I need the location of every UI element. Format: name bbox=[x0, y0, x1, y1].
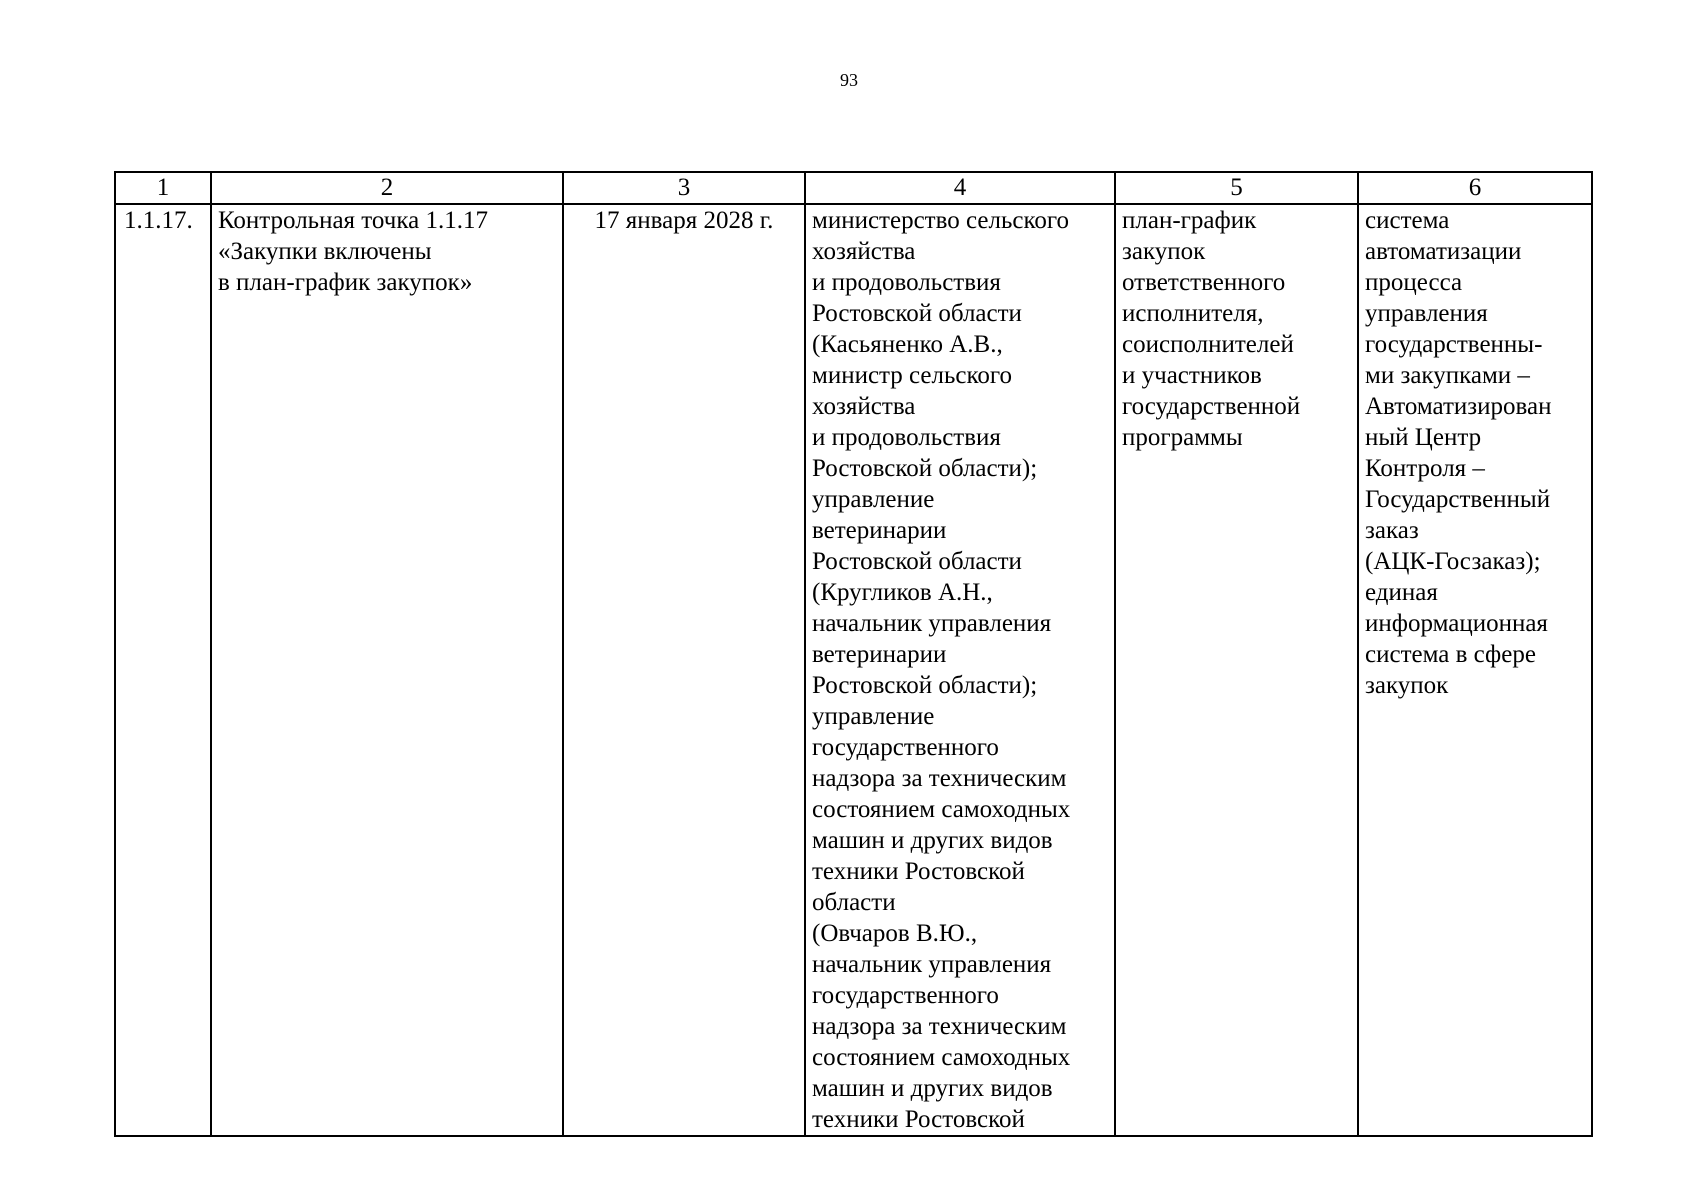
cell-line: «Закупки включены bbox=[218, 238, 432, 265]
row-system bbox=[1365, 205, 1585, 701]
header-cell-6: 6 bbox=[1358, 172, 1592, 204]
cell-line: машин и других видов bbox=[812, 1075, 1053, 1102]
cell-line: государственной bbox=[1122, 393, 1301, 420]
cell-line: план-график bbox=[1122, 207, 1257, 234]
cell-line: состоянием самоходных bbox=[812, 1044, 1071, 1071]
cell-line: (АЦК-Госзаказ); bbox=[1365, 548, 1541, 575]
row-date: 17 января 2028 г. bbox=[594, 207, 774, 234]
cell-line: соисполнителей bbox=[1122, 331, 1294, 358]
cell-line: закупок bbox=[1365, 672, 1449, 699]
cell-line: (Кругликов А.Н., bbox=[812, 579, 993, 606]
cell-line: в план-график закупок» bbox=[218, 269, 473, 296]
cell-line: Автоматизирован bbox=[1365, 393, 1552, 420]
header-cell-2: 2 bbox=[211, 172, 563, 204]
cell-line: закупок bbox=[1122, 238, 1206, 265]
cell-line: и продовольствия bbox=[812, 269, 1001, 296]
cell-line: Ростовской области bbox=[812, 300, 1022, 327]
cell-line: Ростовской области); bbox=[812, 672, 1038, 699]
cell-line: информационная bbox=[1365, 610, 1548, 637]
cell-line: (Овчаров В.Ю., bbox=[812, 920, 978, 947]
cell-line: техники Ростовской bbox=[812, 858, 1025, 885]
cell-line: Контрольная точка 1.1.17 bbox=[218, 207, 488, 234]
cell-line: автоматизации bbox=[1365, 238, 1522, 265]
row-system-cell bbox=[1358, 204, 1592, 1136]
cell-line: и участников bbox=[1122, 362, 1262, 389]
header-cell-4: 4 bbox=[805, 172, 1115, 204]
cell-line: программы bbox=[1122, 424, 1243, 451]
table-header-row bbox=[115, 172, 1592, 204]
cell-line: ми закупками – bbox=[1365, 362, 1530, 389]
cell-line: Ростовской области bbox=[812, 548, 1022, 575]
row-number: 1.1.17. bbox=[124, 207, 193, 234]
cell-line: государственного bbox=[812, 982, 999, 1009]
cell-line: ответственного bbox=[1122, 269, 1286, 296]
header-cell-5: 5 bbox=[1115, 172, 1358, 204]
cell-line: процесса bbox=[1365, 269, 1463, 296]
cell-line: техники Ростовской bbox=[812, 1106, 1025, 1133]
cell-line: министерство сельского bbox=[812, 207, 1069, 234]
cell-line: государственного bbox=[812, 734, 999, 761]
cell-line: надзора за техническим bbox=[812, 765, 1067, 792]
row-name bbox=[218, 205, 556, 298]
page-number: 93 bbox=[840, 70, 858, 90]
cell-line: единая bbox=[1365, 579, 1438, 606]
cell-line: система bbox=[1365, 207, 1450, 234]
cell-line: министр сельского bbox=[812, 362, 1013, 389]
table-row bbox=[115, 204, 1592, 1136]
cell-line: начальник управления bbox=[812, 610, 1052, 637]
cell-line: система в сфере bbox=[1365, 641, 1536, 668]
cell-line: состоянием самоходных bbox=[812, 796, 1071, 823]
cell-line: Ростовской области); bbox=[812, 455, 1038, 482]
row-name-cell bbox=[211, 204, 563, 1136]
header-cell-3: 3 bbox=[563, 172, 805, 204]
cell-line: Контроля – bbox=[1365, 455, 1485, 482]
control-point-table bbox=[114, 171, 1593, 1137]
cell-line: управления bbox=[1365, 300, 1488, 327]
cell-line: области bbox=[812, 889, 896, 916]
row-responsible-cell bbox=[805, 204, 1115, 1136]
cell-line: ный Центр bbox=[1365, 424, 1482, 451]
cell-line: надзора за техническим bbox=[812, 1013, 1067, 1040]
cell-line: машин и других видов bbox=[812, 827, 1053, 854]
row-document bbox=[1122, 205, 1351, 453]
cell-line: заказ bbox=[1365, 517, 1419, 544]
cell-line: Государственный bbox=[1365, 486, 1551, 513]
cell-line: хозяйства bbox=[812, 238, 916, 265]
cell-line: государственны- bbox=[1365, 331, 1543, 358]
cell-line: хозяйства bbox=[812, 393, 916, 420]
cell-line: ветеринарии bbox=[812, 641, 947, 668]
row-number-cell bbox=[115, 204, 211, 1136]
cell-line: ветеринарии bbox=[812, 517, 947, 544]
header-cell-1: 1 bbox=[115, 172, 211, 204]
cell-line: начальник управления bbox=[812, 951, 1052, 978]
row-document-cell bbox=[1115, 204, 1358, 1136]
cell-line: управление bbox=[812, 486, 935, 513]
cell-line: исполнителя, bbox=[1122, 300, 1264, 327]
row-date-cell bbox=[563, 204, 805, 1136]
cell-line: и продовольствия bbox=[812, 424, 1001, 451]
cell-line: управление bbox=[812, 703, 935, 730]
row-responsible bbox=[812, 205, 1108, 1135]
cell-line: (Касьяненко А.В., bbox=[812, 331, 1003, 358]
